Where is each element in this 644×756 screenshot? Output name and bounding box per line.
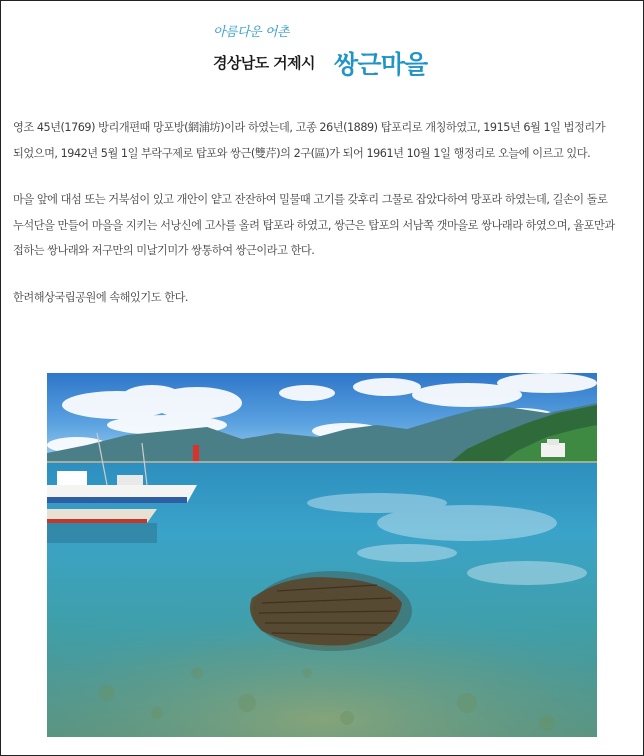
title-village-name: 쌍근마을: [334, 50, 428, 79]
title-subtitle: 아름다운 어촌: [213, 25, 289, 40]
harbor-photo-illustration: [47, 373, 597, 737]
description-text: [13, 115, 635, 331]
paragraph-name-origin: 마을 앞에 대섬 또는 거북섬이 있고 개안이 얕고 잔잔하여 밀물때 고기를 갖후리 그물로 잡았다하여 망포라 하였는데, 길손이 돌로 누석단을 만들어 마을을 지키는 서낭신에 고사를 올려 탑포라 하였고, 쌍근은 탑포의 서남쪽 갯마을로 쌍나래라 하였으며, 율포만과 접하는 쌍나래와 저구만의 미날기미가 쌍통하여 쌍근이라고 한다.: [13, 193, 615, 257]
harbor-photo: [47, 373, 597, 737]
title-region: 경상남도 거제시: [213, 54, 315, 72]
title-block: [213, 21, 473, 91]
shore-building: [541, 443, 565, 457]
red-lighthouse: [193, 445, 199, 463]
paragraph-national-park: 한려해상국립공원에 속해있기도 한다.: [13, 290, 189, 304]
paragraph-history: 영조 45년(1769) 방리개편때 망포방(網浦坊)이라 하였는데, 고종 26년(1889) 탑포리로 개칭하였고, 1915년 6월 1일 법정리가 되었으며, 1942년 5월 1일 부락구제로 탑포와 쌍근(雙芹)의 2구(區)가 되어 1961년 10월 1일 행정리로 오늘에 이르고 있다.: [13, 121, 606, 160]
